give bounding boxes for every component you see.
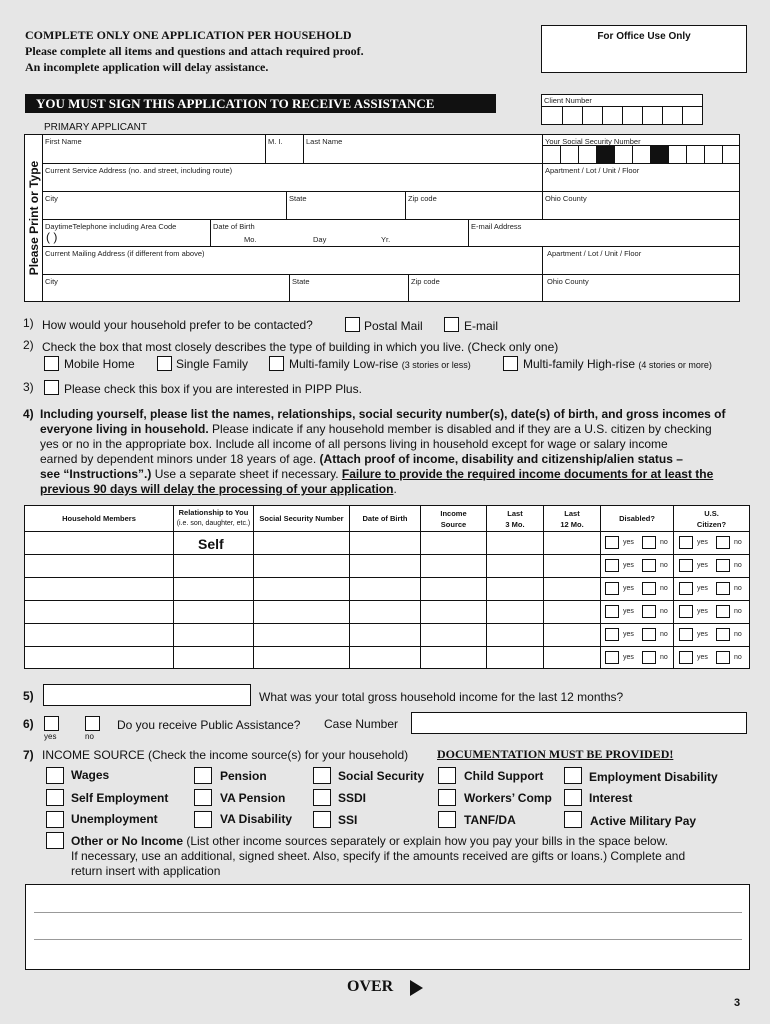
low-rise-note: (3 stories or less) <box>401 360 471 370</box>
workers-comp-label: Workers’ Comp <box>464 791 552 805</box>
col-ssn: Social Security Number <box>259 514 344 523</box>
mailing-apt-label: Apartment / Lot / Unit / Floor <box>547 249 642 258</box>
mailing-apt-input[interactable] <box>545 256 737 272</box>
q7-number: 7) <box>23 748 34 762</box>
no-label: no <box>734 562 742 569</box>
disabled-no-checkbox[interactable] <box>642 628 656 641</box>
citizen-no-checkbox[interactable] <box>716 628 730 641</box>
active-military-label: Active Military Pay <box>590 814 697 828</box>
no-label: no <box>734 631 742 638</box>
pension-label: Pension <box>220 769 267 783</box>
workers-comp-checkbox[interactable] <box>438 789 456 806</box>
mailing-state-label: State <box>292 277 310 286</box>
client-number-field[interactable] <box>541 94 703 125</box>
yes-label: yes <box>697 608 708 615</box>
q4-line-4-text: earned by dependent minors under 18 years of age. <box>40 452 320 466</box>
q4-line-4 <box>40 452 750 467</box>
header-line-2: Please complete all items and questions and attach required proof. <box>25 44 364 58</box>
q4-line-6-underlined: previous 90 days will delay the processing of your application <box>40 482 394 496</box>
header-line-3: An incomplete application will delay assistance. <box>25 60 269 74</box>
write-line <box>34 912 742 913</box>
yes-label: yes <box>697 631 708 638</box>
disabled-yes-checkbox[interactable] <box>605 536 619 549</box>
mailing-city-input[interactable] <box>47 284 286 300</box>
no-label: no <box>734 608 742 615</box>
q6-number: 6) <box>23 717 34 731</box>
citizen-yes-checkbox[interactable] <box>679 559 693 572</box>
disabled-no-checkbox[interactable] <box>642 605 656 618</box>
disabled-no-checkbox[interactable] <box>642 651 656 664</box>
yes-label: yes <box>697 539 708 546</box>
tanf-checkbox[interactable] <box>438 811 456 828</box>
no-label: no <box>660 539 668 546</box>
city-label: City <box>45 194 58 203</box>
q4-text <box>40 407 750 497</box>
ssn-label: Your Social Security Number <box>545 137 641 146</box>
col-dob: Date of Birth <box>362 514 408 523</box>
high-rise-label <box>523 357 712 371</box>
social-security-label: Social Security <box>338 769 425 783</box>
va-disability-label: VA Disability <box>220 812 293 826</box>
q3-text: Please check this box if you are interested in PIPP Plus. <box>64 382 362 396</box>
col-last-12-line-1: Last <box>564 509 580 518</box>
phone-label: DaytimeTelephone including Area Code <box>45 222 177 231</box>
no-label: no <box>734 654 742 661</box>
county-label: Ohio County <box>545 194 587 203</box>
disabled-yes-checkbox[interactable] <box>605 651 619 664</box>
col-citizen-line-1: U.S. <box>704 509 719 518</box>
public-assistance-yes-label: yes <box>44 732 57 741</box>
documentation-text: DOCUMENTATION MUST BE PROVIDED <box>437 747 670 761</box>
yes-label: yes <box>697 562 708 569</box>
yes-label: yes <box>697 654 708 661</box>
county-input[interactable] <box>545 201 737 217</box>
citizen-yes-checkbox[interactable] <box>679 651 693 664</box>
header-line-1: COMPLETE ONLY ONE APPLICATION PER HOUSEHOLD <box>25 28 352 42</box>
col-income-line-1: Income <box>440 509 467 518</box>
low-rise-checkbox[interactable] <box>269 356 284 371</box>
unemployment-checkbox[interactable] <box>46 811 64 828</box>
col-last-12-mo <box>544 508 600 530</box>
mobile-home-checkbox[interactable] <box>44 356 59 371</box>
ssn-separator <box>650 146 669 164</box>
va-pension-checkbox[interactable] <box>194 789 212 806</box>
q2-number: 2) <box>23 338 34 352</box>
mailing-zip-label: Zip code <box>411 277 440 286</box>
col-citizen-line-2: Citizen? <box>696 520 727 529</box>
yes-label: yes <box>697 585 708 592</box>
service-address-label: Current Service Address (no. and street, including route) <box>45 166 233 175</box>
postal-mail-checkbox[interactable] <box>345 317 360 332</box>
state-input[interactable] <box>289 201 402 217</box>
header-instructions <box>25 27 364 75</box>
col-relationship <box>174 507 253 529</box>
email-checkbox[interactable] <box>444 317 459 332</box>
col-last-3-line-2: 3 Mo. <box>505 520 525 529</box>
disabled-no-checkbox[interactable] <box>642 582 656 595</box>
ssn-input[interactable] <box>542 145 739 164</box>
mailing-zip-input[interactable] <box>411 284 539 300</box>
mobile-home-label: Mobile Home <box>64 357 135 371</box>
table-row <box>25 555 749 577</box>
disabled-no-checkbox[interactable] <box>642 536 656 549</box>
public-assistance-yes-checkbox[interactable] <box>44 716 59 731</box>
last-name-label: Last Name <box>306 137 343 146</box>
low-rise-label <box>289 357 471 371</box>
primary-applicant-section <box>24 134 740 302</box>
service-apt-label: Apartment / Lot / Unit / Floor <box>545 166 640 175</box>
q6-text: Do you receive Public Assistance? <box>117 718 301 732</box>
citizen-yes-checkbox[interactable] <box>679 582 693 595</box>
active-military-checkbox[interactable] <box>564 811 582 828</box>
low-rise-text: Multi-family Low-rise <box>289 357 399 371</box>
q4-line-3: yes or no in the appropriate box. Include all income of all persons living in household except for wage or salary income <box>40 437 668 451</box>
col-relationship-line-1: Relationship to You <box>178 508 249 517</box>
postal-mail-label: Postal Mail <box>364 319 423 333</box>
other-income-bold: Other or No Income <box>71 834 184 848</box>
city-input[interactable] <box>47 201 283 217</box>
ssi-checkbox[interactable] <box>313 811 331 828</box>
col-last-12-line-2: 12 Mo. <box>560 520 584 529</box>
household-table <box>24 505 750 669</box>
mailing-address-label: Current Mailing Address (if different from above) <box>45 249 205 258</box>
q4-line-5 <box>40 467 750 482</box>
mailing-state-input[interactable] <box>292 284 405 300</box>
phone-input[interactable] <box>85 229 207 245</box>
email-label: E-mail Address <box>471 222 522 231</box>
interest-label: Interest <box>589 791 633 805</box>
office-use-box <box>541 25 747 73</box>
yes-label: yes <box>623 654 634 661</box>
citizen-yes-checkbox[interactable] <box>679 536 693 549</box>
col-income-source <box>421 508 486 530</box>
service-address-input[interactable] <box>47 173 539 189</box>
q4-line-1: Including yourself, please list the names, relationships, social security number(s), date(s) of birth, and gross incomes of <box>40 407 726 421</box>
tanf-label: TANF/DA <box>464 813 516 827</box>
other-income-line-2: If necessary, use an additional, signed sheet. Also, specify if the amounts received are gifts or loans.) Complete and <box>71 849 686 863</box>
disabled-yes-checkbox[interactable] <box>605 559 619 572</box>
child-support-checkbox[interactable] <box>438 767 456 784</box>
ssi-label: SSI <box>338 813 358 827</box>
q4-line-2 <box>40 422 750 437</box>
citizen-yes-checkbox[interactable] <box>679 605 693 618</box>
q4-line-2-rest: Please indicate if any household member is disabled and if they are a U.S. citizen by checking <box>208 422 712 436</box>
self-employment-label: Self Employment <box>71 791 169 805</box>
state-label: State <box>289 194 307 203</box>
documentation-notice <box>437 747 673 762</box>
yes-label: yes <box>623 562 634 569</box>
zip-label: Zip code <box>408 194 437 203</box>
wages-label: Wages <box>71 768 110 782</box>
self-employment-checkbox[interactable] <box>46 789 64 806</box>
yes-label: yes <box>623 631 634 638</box>
mi-input[interactable] <box>268 143 301 161</box>
high-rise-text: Multi-family High-rise <box>523 357 636 371</box>
q4-line-4-bold: (Attach proof of income, disability and citizenship/alien status – <box>319 452 683 466</box>
email-input[interactable] <box>471 229 737 245</box>
single-family-label: Single Family <box>176 357 249 371</box>
other-income-line-3: return insert with application <box>71 864 221 878</box>
unemployment-label: Unemployment <box>71 812 158 826</box>
citizen-no-checkbox[interactable] <box>716 536 730 549</box>
col-last-3-mo <box>487 508 543 530</box>
q4-line-5-bold: see “Instructions”.) <box>40 467 152 481</box>
ssdi-checkbox[interactable] <box>313 789 331 806</box>
ssn-separator <box>596 146 615 164</box>
other-income-line-1 <box>71 834 751 849</box>
citizen-yes-checkbox[interactable] <box>679 628 693 641</box>
write-line <box>34 939 742 940</box>
no-label: no <box>660 608 668 615</box>
first-name-input[interactable] <box>47 143 262 161</box>
q7-text: INCOME SOURCE (Check the income source(s) for your household) <box>42 748 409 762</box>
table-row <box>25 578 749 600</box>
no-label: no <box>660 631 668 638</box>
mailing-city-label: City <box>45 277 58 286</box>
other-income-checkbox[interactable] <box>46 832 64 849</box>
table-row <box>25 532 749 554</box>
va-pension-label: VA Pension <box>220 791 286 805</box>
dob-month-label: Mo. <box>244 235 257 244</box>
dob-day-label: Day <box>313 235 327 244</box>
q4-number: 4) <box>23 407 34 421</box>
single-family-checkbox[interactable] <box>157 356 172 371</box>
q1-text: How would your household prefer to be contacted? <box>42 318 313 332</box>
va-disability-checkbox[interactable] <box>194 811 212 828</box>
table-row <box>25 647 749 668</box>
high-rise-checkbox[interactable] <box>503 356 518 371</box>
dob-label: Date of Birth <box>213 222 255 231</box>
col-relationship-line-2: (i.e. son, daughter, etc.) <box>176 520 251 527</box>
col-disabled: Disabled? <box>619 514 655 523</box>
other-income-text <box>71 834 751 879</box>
other-income-rest: (List other income sources separately or explain how you pay your bills in the space below. <box>183 834 668 848</box>
col-income-line-2: Source <box>440 520 467 529</box>
mailing-address-input[interactable] <box>47 256 539 272</box>
no-label: no <box>660 562 668 569</box>
disabled-yes-checkbox[interactable] <box>605 628 619 641</box>
no-label: no <box>734 539 742 546</box>
primary-applicant-title: PRIMARY APPLICANT <box>44 122 147 133</box>
citizen-no-checkbox[interactable] <box>716 582 730 595</box>
employment-disability-label: Employment Disability <box>589 770 718 784</box>
q5-text: What was your total gross household income for the last 12 months? <box>259 690 624 704</box>
col-last-3-line-1: Last <box>507 509 523 518</box>
dob-year-label: Yr. <box>381 235 391 244</box>
interest-checkbox[interactable] <box>564 789 582 806</box>
table-row <box>25 624 749 646</box>
service-apt-input[interactable] <box>545 173 737 189</box>
yes-label: yes <box>623 539 634 546</box>
social-security-checkbox[interactable] <box>313 767 331 784</box>
zip-input[interactable] <box>408 201 539 217</box>
no-label: no <box>660 654 668 661</box>
mailing-county-input[interactable] <box>545 284 737 300</box>
mi-label: M. I. <box>268 137 283 146</box>
case-number-input[interactable] <box>411 712 747 734</box>
total-income-input[interactable] <box>43 684 251 706</box>
q4-line-5-text: Use a separate sheet if necessary. <box>151 467 342 481</box>
last-name-input[interactable] <box>306 143 540 161</box>
q4-line-6 <box>40 482 750 497</box>
client-number-label: Client Number <box>544 96 592 105</box>
public-assistance-no-label: no <box>85 732 94 741</box>
citizen-no-checkbox[interactable] <box>716 651 730 664</box>
wages-checkbox[interactable] <box>46 767 64 784</box>
table-row <box>25 601 749 623</box>
dob-input[interactable] <box>213 229 465 245</box>
yes-label: yes <box>623 585 634 592</box>
documentation-excl: ! <box>669 747 674 761</box>
area-code-parens: ( ) <box>46 230 58 244</box>
yes-label: yes <box>623 608 634 615</box>
case-number-label: Case Number <box>324 717 399 731</box>
disabled-yes-checkbox[interactable] <box>605 605 619 618</box>
q4-line-6-end: . <box>393 482 397 496</box>
other-income-explanation[interactable] <box>25 884 750 970</box>
col-us-citizen <box>674 508 749 530</box>
no-label: no <box>734 585 742 592</box>
child-support-label: Child Support <box>464 769 544 783</box>
employment-disability-checkbox[interactable] <box>564 767 582 784</box>
q2-text: Check the box that most closely describes the type of building in which you live. (Check only one) <box>42 340 559 354</box>
disabled-no-checkbox[interactable] <box>642 559 656 572</box>
over-label: OVER <box>347 978 394 995</box>
pipp-plus-checkbox[interactable] <box>44 380 59 395</box>
email-option-label: E-mail <box>464 319 499 333</box>
sign-banner: YOU MUST SIGN THIS APPLICATION TO RECEIVE ASSISTANCE <box>25 94 496 113</box>
high-rise-note: (4 stories or more) <box>638 360 712 370</box>
no-label: no <box>660 585 668 592</box>
q1-number: 1) <box>23 316 34 330</box>
office-use-label: For Office Use Only <box>597 31 691 42</box>
page-number: 3 <box>734 997 741 1009</box>
mailing-county-label: Ohio County <box>547 277 589 286</box>
citizen-no-checkbox[interactable] <box>716 605 730 618</box>
public-assistance-no-checkbox[interactable] <box>85 716 100 731</box>
pension-checkbox[interactable] <box>194 767 212 784</box>
q4-line-2-bold: everyone living in household. <box>40 422 209 436</box>
q4-line-5-underlined: Failure to provide the required income documents for at least the <box>341 467 714 481</box>
citizen-no-checkbox[interactable] <box>716 559 730 572</box>
arrow-right-icon <box>410 980 423 996</box>
ssdi-label: SSDI <box>338 791 367 805</box>
first-name-label: First Name <box>45 137 82 146</box>
col-household-members: Household Members <box>62 514 136 523</box>
self-relationship: Self <box>198 536 224 552</box>
q5-number: 5) <box>23 689 34 703</box>
print-or-type-label: Please Print or Type <box>27 160 41 276</box>
q3-number: 3) <box>23 380 34 394</box>
disabled-yes-checkbox[interactable] <box>605 582 619 595</box>
